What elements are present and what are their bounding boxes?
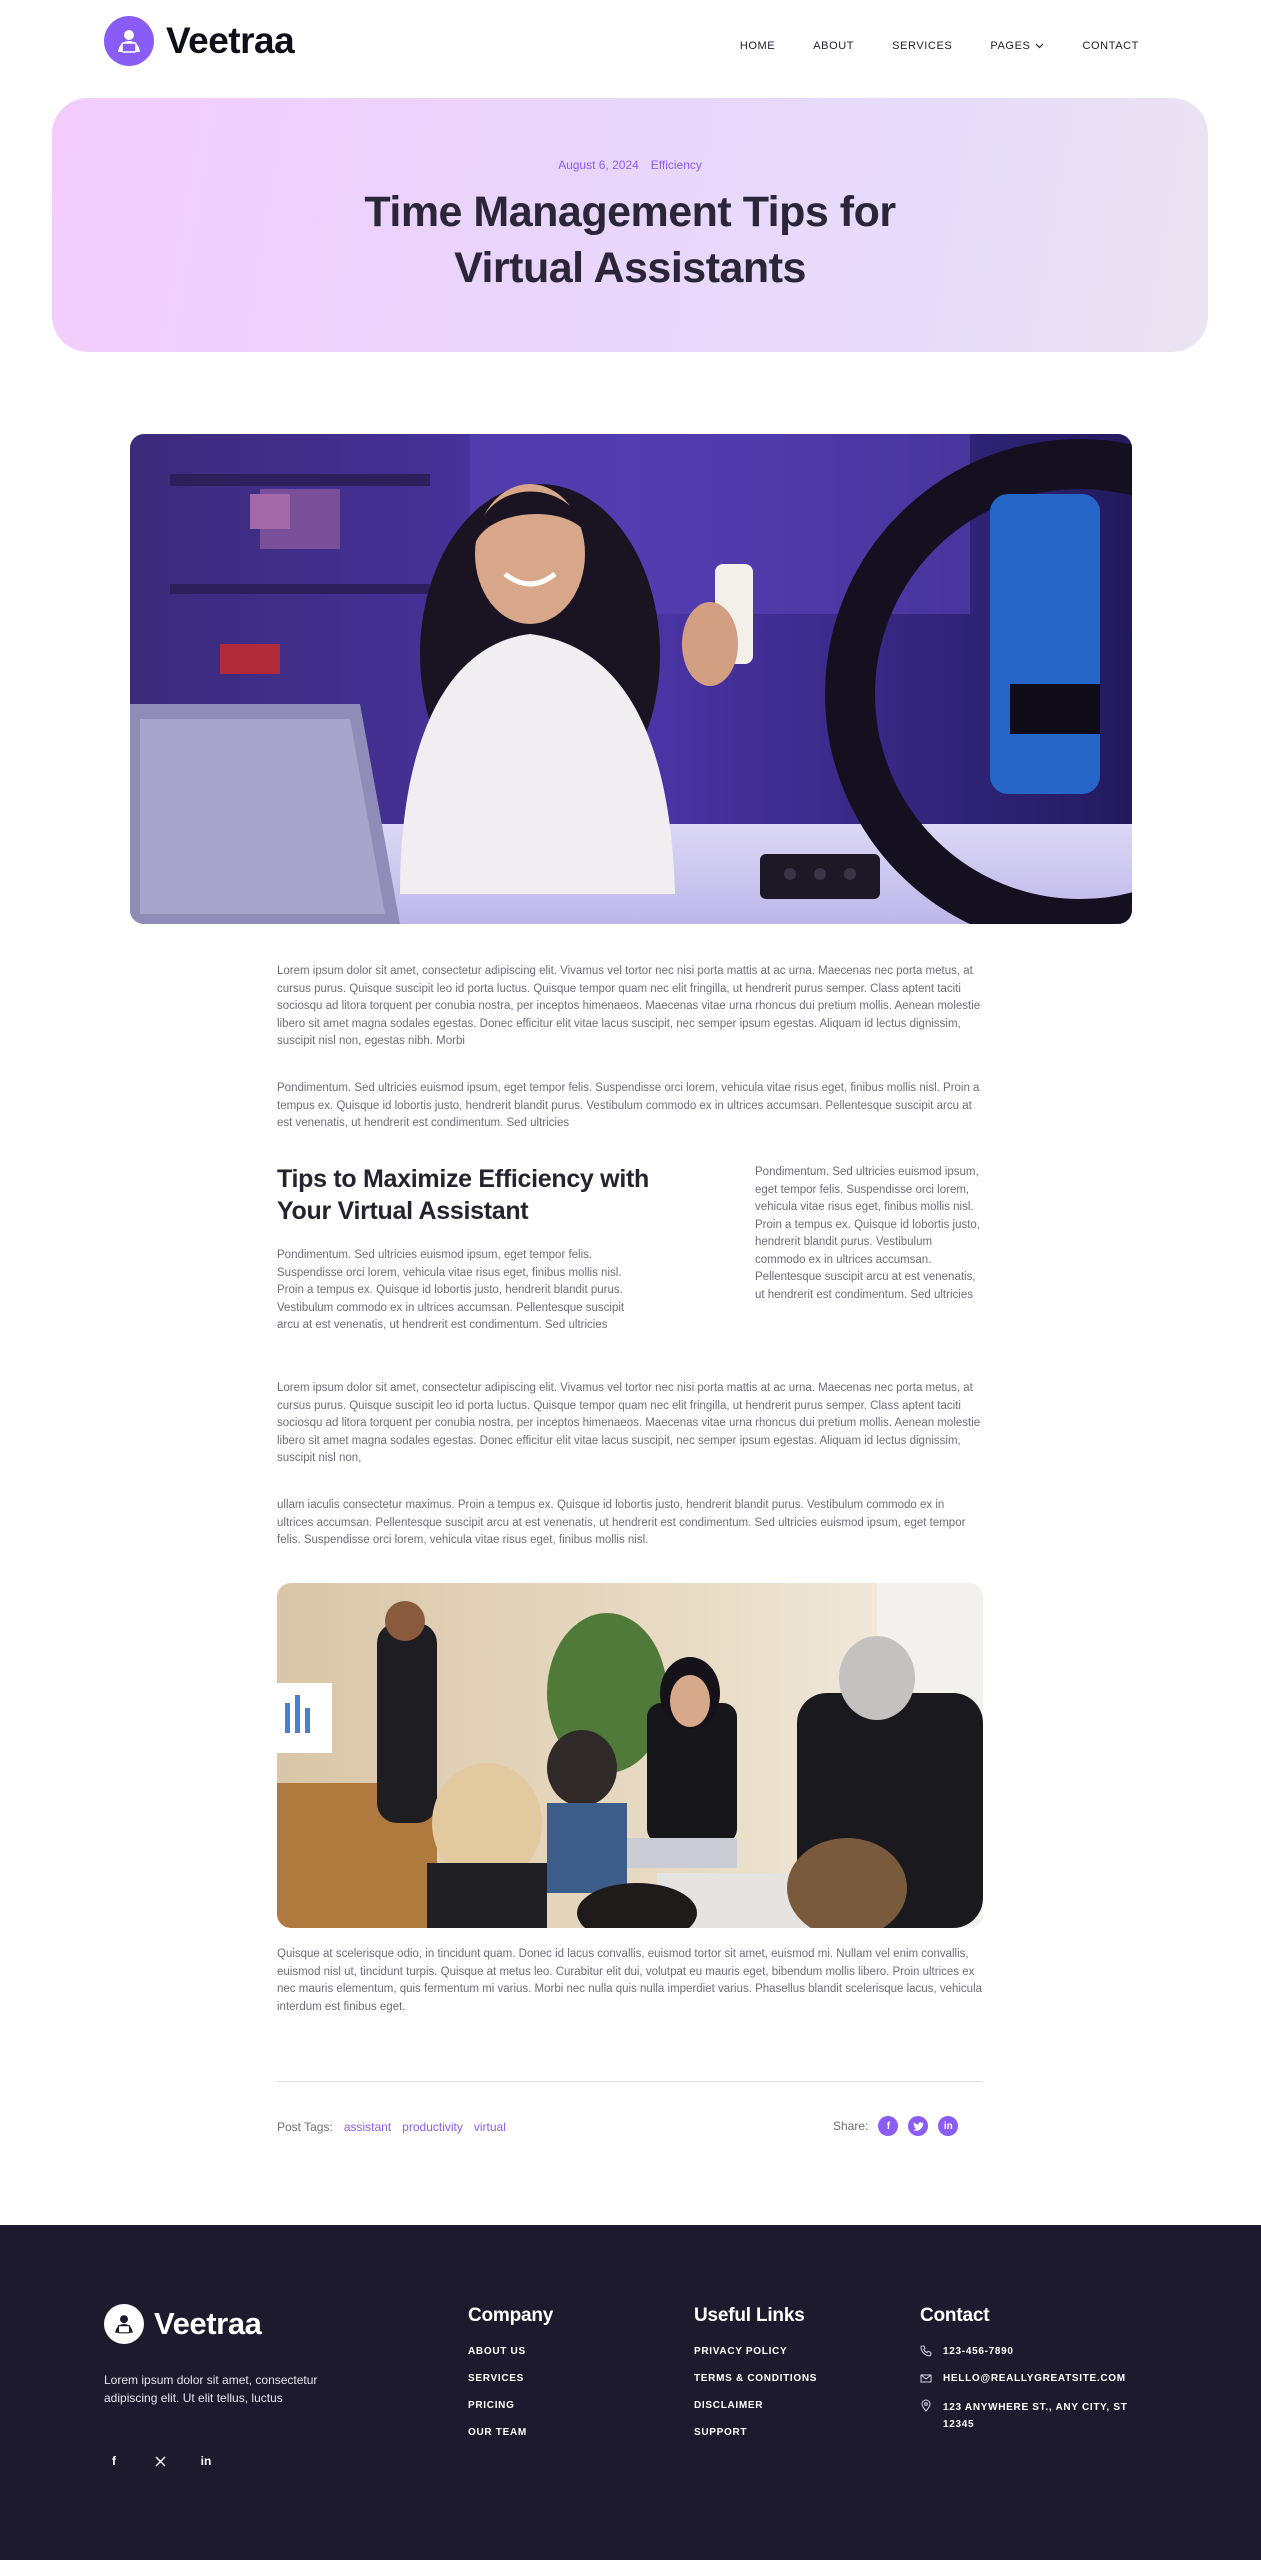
location-icon [920, 2399, 934, 2416]
footer-company [468, 2305, 553, 2453]
article-image [277, 1583, 983, 1928]
share-label: Share: [833, 2119, 869, 2133]
divider [277, 2081, 983, 2082]
facebook-icon[interactable]: f [878, 2116, 898, 2136]
footer-heading: Contact [920, 2305, 990, 2326]
article-paragraph-5: ullam iaculis consectetur maximus. Proin a tempus ex. Quisque id lobortis justo, hendrerit blandit purus. Vestibulum commodo ex in ultrices accumsan. Pellentesque suscipit arcu at est venenatis, ut hendrerit est condimentum. Sed ultricies euismod ipsum, eget tempor felis. Suspendisse orci lorem, vehicula vitae risus eget, finibus mollis nisl. [277, 1499, 966, 1546]
post-tags-label: Post Tags: [277, 2120, 333, 2134]
linkedin-icon[interactable]: in [938, 2116, 958, 2136]
featured-image [130, 434, 1132, 924]
page-title: Time Management Tips for Virtual Assistants [364, 188, 896, 292]
x-icon[interactable] [150, 2451, 170, 2471]
footer-link[interactable]: PRIVACY POLICY [694, 2346, 788, 2357]
nav-services[interactable]: SERVICES [892, 40, 953, 52]
post-date: August 6, 2024 [558, 158, 639, 172]
site-footer [0, 2225, 1261, 2560]
nav-home[interactable]: HOME [739, 40, 776, 52]
nav-pages-label: PAGES [990, 40, 1031, 52]
post-hero [52, 98, 1208, 352]
chevron-down-icon [1035, 43, 1044, 49]
article-paragraph-right: Pondimentum. Sed ultricies euismod ipsum, eget tempor felis. Suspendisse orci lorem, vehicula vitae risus eget, finibus mollis nisl. Proin a tempus ex. Quisque id lobortis justo, hendrerit blandit purus. Vestibulum commodo ex in ultrices accumsan. Pellentesque suscipit arcu at est venenatis, ut hendrerit est condimentum. Sed ultricies [755, 1166, 981, 1301]
logo-icon [104, 16, 154, 66]
site-header [0, 0, 1261, 96]
footer-social [104, 2451, 216, 2471]
footer-useful-links [694, 2305, 817, 2453]
footer-link[interactable]: SUPPORT [694, 2427, 748, 2438]
footer-contact [920, 2305, 1140, 2433]
logo-icon [104, 2304, 144, 2344]
footer-description: Lorem ipsum dolor sit amet, consectetur adipiscing elit. Ut elit tellus, luctus [104, 2373, 318, 2405]
contact-address [920, 2399, 1140, 2433]
logo-text: Veetraa [166, 20, 295, 61]
article-paragraph-6: Quisque at scelerisque odio, in tincidunt quam. Donec id lacus convallis, euismod tortor sit amet, euismod mi. Nullam vel enim convallis, euismod nisl ut, tincidunt turpis. Quisque at metus leo. Curabitur elit dui, volutpat eu mauris eget, bibendum mollis libero. Proin ultrices ex nec mauris elementum, quis fermentum mi varius. Morbi nec nulla quis nulla imperdiet varius. Phasellus blandit scelerisque lacus, vehicula interdum est finibus eget. [277, 1948, 983, 2013]
contact-phone[interactable] [920, 2345, 1140, 2372]
linkedin-icon[interactable]: in [200, 2454, 212, 2468]
share-bar [833, 2116, 958, 2136]
footer-logo[interactable] [104, 2304, 262, 2344]
footer-heading: Useful Links [694, 2305, 805, 2326]
nav-pages[interactable] [990, 40, 1044, 52]
footer-link[interactable]: DISCLAIMER [694, 2400, 764, 2411]
contact-address-text: 123 ANYWHERE ST., ANY CITY, ST 12345 [943, 2402, 1128, 2430]
article-subheading: Tips to Maximize Efficiency with Your Virtual Assistant [277, 1165, 649, 1225]
footer-link[interactable]: PRICING [468, 2400, 515, 2411]
footer-link[interactable]: ABOUT US [468, 2346, 526, 2357]
main-nav [740, 40, 1139, 52]
article-paragraph-left: Pondimentum. Sed ultricies euismod ipsum, eget tempor felis. Suspendisse orci lorem, vehicula vitae risus eget, finibus mollis nisl. Proin a tempus ex. Quisque id lobortis justo, hendrerit blandit purus. Vestibulum commodo ex in ultrices accumsan. Pellentesque suscipit arcu at est venenatis, ut hendrerit est condimentum. Sed ultricies [277, 1249, 625, 1331]
footer-link[interactable]: TERMS & CONDITIONS [694, 2373, 818, 2384]
phone-icon [920, 2345, 934, 2361]
mail-icon [920, 2372, 934, 2388]
tag-link[interactable]: virtual [473, 2120, 506, 2134]
contact-email[interactable] [920, 2372, 1140, 2399]
facebook-icon[interactable]: f [112, 2454, 116, 2468]
nav-contact[interactable]: CONTACT [1082, 40, 1139, 52]
footer-link[interactable]: SERVICES [468, 2373, 524, 2384]
post-meta [52, 158, 1208, 172]
footer-heading: Company [468, 2305, 554, 2326]
post-tags [277, 2120, 506, 2134]
article-paragraph-4: Lorem ipsum dolor sit amet, consectetur adipiscing elit. Vivamus vel tortor nec nisi porta mattis at ac urna. Maecenas nec porta metus, at cursus purus. Quisque suscipit leo id porta luctus. Quisque tempor quam nec elit fringilla, ut hendrerit purus semper. Class aptent taciti sociosqu ad litora torquent per conubia nostra, per inceptos himenaeos. Maecenas vitae urna rhoncus dui pretium mollis. Aenean molestie libero sit amet magna sodales egestas. Donec efficitur elit vitae lacus suscipit, nec semper ipsum egestas. Aliquam id lectus dignissim, suscipit nisl non, [277, 1382, 981, 1464]
footer-logo-text: Veetraa [154, 2306, 262, 2341]
site-logo[interactable] [104, 16, 294, 66]
article-paragraph-2: Pondimentum. Sed ultricies euismod ipsum, eget tempor felis. Suspendisse orci lorem, vehicula vitae risus eget, finibus mollis nisl. Proin a tempus ex. Quisque id lobortis justo, hendrerit blandit purus. Vestibulum commodo ex in ultrices accumsan. Pellentesque suscipit arcu at est venenatis, ut hendrerit est condimentum. Sed ultricies [277, 1082, 980, 1129]
article-paragraph-1: Lorem ipsum dolor sit amet, consectetur adipiscing elit. Vivamus vel tortor nec nisi porta mattis at ac urna. Maecenas nec porta metus, at cursus purus. Quisque suscipit leo id porta luctus. Quisque tempor quam nec elit fringilla, ut hendrerit purus semper. Class aptent taciti sociosqu ad litora torquent per conubia nostra, per inceptos himenaeos. Maecenas vitae urna rhoncus dui pretium mollis. Aenean molestie libero sit amet magna sodales egestas. Donec efficitur elit vitae lacus suscipit, nec semper ipsum egestas. Aliquam id lectus dignissim, suscipit nisl non, egestas nibh. Morbi [277, 965, 981, 1047]
twitter-icon[interactable] [908, 2116, 928, 2136]
contact-email-text: HELLO@REALLYGREATSITE.COM [943, 2373, 1126, 2384]
nav-about[interactable]: ABOUT [813, 40, 855, 52]
tag-link[interactable]: assistant [343, 2120, 392, 2134]
contact-phone-text: 123-456-7890 [943, 2346, 1014, 2357]
post-category[interactable]: Efficiency [650, 158, 702, 172]
tag-link[interactable]: productivity [402, 2120, 463, 2134]
footer-link[interactable]: OUR TEAM [468, 2427, 527, 2438]
